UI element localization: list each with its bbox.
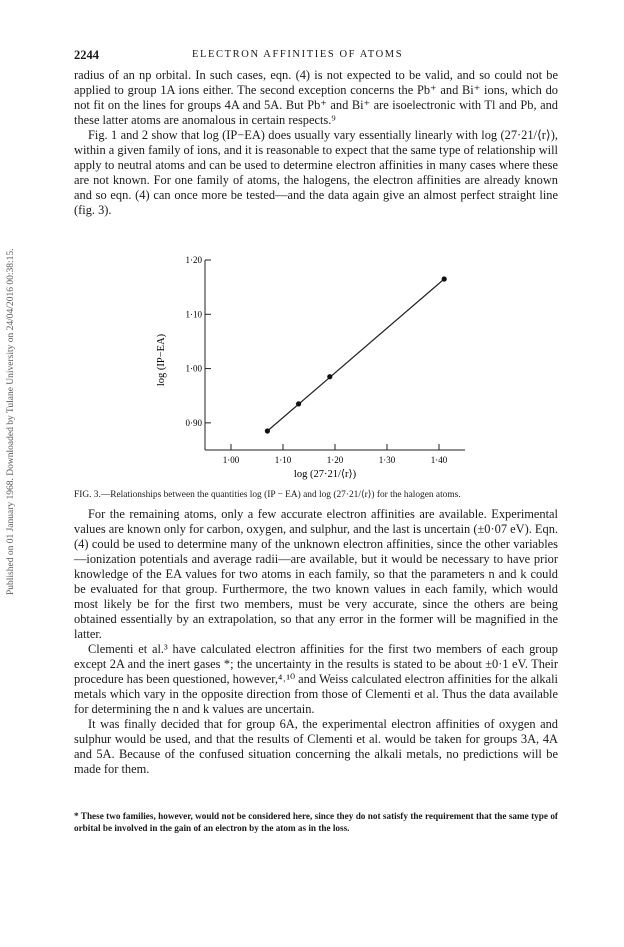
fit-line <box>267 279 444 431</box>
y-tick-label: 0·90 <box>185 417 202 428</box>
y-tick-label: 1·00 <box>185 363 202 374</box>
footnote: * These two families, however, would not be considered here, since they do not satisfy the requirement that the same type of orbital be involved in the gain of an electron by the atom as in the loss. <box>74 811 558 833</box>
download-watermark: Published on 01 January 1968. Downloaded by Tulane University on 24/04/2016 00:38:15. <box>6 248 16 595</box>
y-tick-label: 1·10 <box>185 309 202 320</box>
paragraph: Clementi et al.³ have calculated electron affinities for the first two members of each group except 2A and the inert gases *; the uncertainty in the results is stated to be about ±0·1 eV. Their procedure has been questioned, however,⁴˒¹⁰ and Weiss calculated electron affinities for the alkali metals which vary in the opposite direction from those of Clementi et al. Thus the data available for determining the n and k values are uncertain. <box>74 642 558 716</box>
data-point <box>265 428 270 433</box>
data-point <box>296 401 301 406</box>
fig3-chart <box>150 250 490 485</box>
x-tick-label: 1·40 <box>430 455 448 465</box>
paragraph: For the remaining atoms, only a few accurate electron affinities are available. Experimental values are known only for carbon, oxygen, and sulphur, and the last is uncertain (±0·07 eV). Eqn. (4) could be used to determine many of the unknown electron affinities, since the other variables—ionization potentials and average radii—are available, but it would be necessary to have prior knowledge of the EA values for two atoms in each family, so that the parameters n and k could be evaluated for that group. Furthermore, the two known values in each family, which would most likely be for the first two members, must be very accurate, since the others are being obtained essentially by an extrapolation, so that any error in the former will be magnified in the latter. <box>74 507 558 641</box>
figure-caption: FIG. 3.—Relationships between the quantities log (IP − EA) and log (27·21/⟨r⟩) for the halogen atoms. <box>74 490 461 500</box>
data-point <box>327 374 332 379</box>
paragraph: Fig. 1 and 2 show that log (IP−EA) does usually vary essentially linearly with log (27·21/⟨r⟩), within a given family of ions, and it is reasonable to expect that the same type of relationship will apply to neutral atoms and can be used to determine electron affinities in many cases where these are not known. For one family of atoms, the halogens, the electron affinities are already known and so eqn. (4) can once more be tested—and the data again give an almost perfect straight line (fig. 3). <box>74 128 558 217</box>
x-tick-label: 1·00 <box>222 455 240 465</box>
figure-3 <box>150 250 490 485</box>
paragraph: It was finally decided that for group 6A, the experimental electron affinities of oxygen and sulphur would be used, and that the results of Clementi et al. would be taken for groups 3A, 4A and 5A. Because of the confused situation concerning the alkali metals, no predictions will be made for them. <box>74 717 558 776</box>
x-tick-label: 1·30 <box>378 455 396 465</box>
top-text <box>74 68 558 218</box>
bottom-text <box>74 507 558 777</box>
page-header <box>74 48 558 66</box>
x-tick-label: 1·10 <box>274 455 292 465</box>
data-point <box>442 276 447 281</box>
x-tick-label: 1·20 <box>326 455 344 465</box>
page-number: 2244 <box>74 48 99 62</box>
x-axis-label: log (27·21/⟨r⟩) <box>293 469 357 480</box>
paragraph: radius of an np orbital. In such cases, eqn. (4) is not expected to be valid, and so could not be applied to group 1A ions either. The second exception concerns the Pb⁺ and Bi⁺ ions, which do not fit on the lines for groups 4A and 5A. But Pb⁺ and Bi⁺ are isoelectronic with Tl and Pb, and these latter atoms are anomalous in certain respects.⁹ <box>74 68 558 127</box>
running-title: ELECTRON AFFINITIES OF ATOMS <box>192 49 404 60</box>
y-tick-label: 1·20 <box>185 255 202 265</box>
y-axis-label: log (IP−EA) <box>156 333 167 387</box>
